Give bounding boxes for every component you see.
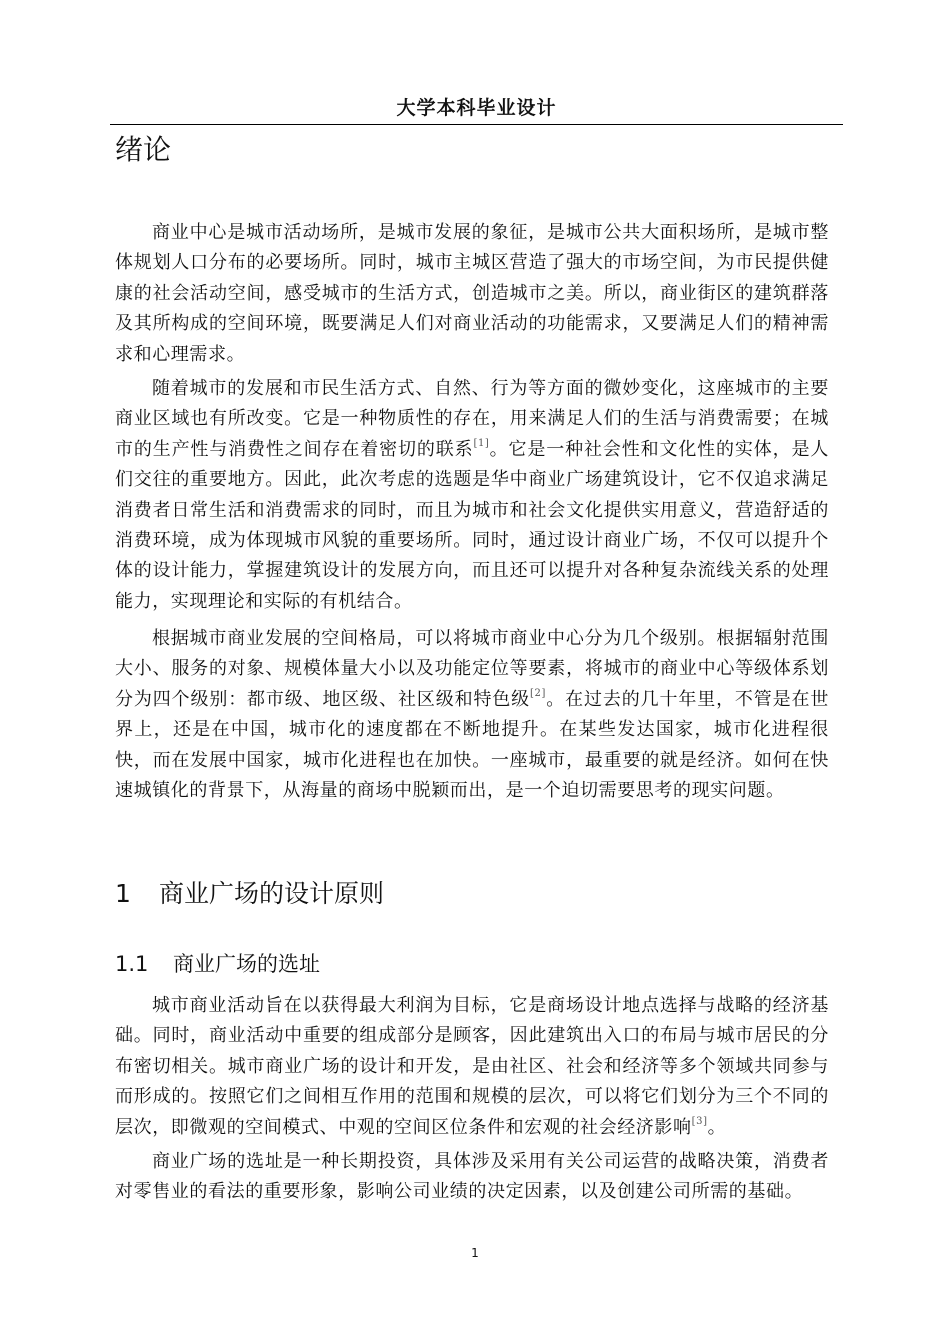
page-header [110, 96, 843, 125]
section-paragraph-2: 商业广场的选址是一种长期投资，具体涉及采用有关公司运营的战略决策，消费者对零售业的看法的重要形象，影响公司业绩的决定因素，以及创建公司所需的基础。 [115, 1151, 829, 1203]
header-title: 大学本科毕业设计 [396, 97, 557, 119]
subsection-number: 1.1 [115, 952, 149, 976]
citation-ref[interactable]: [2] [530, 687, 547, 699]
citation-ref[interactable]: [3] [691, 1115, 708, 1127]
intro-paragraph-3: 根据城市商业发展的空间格局，可以将城市商业中心分为几个级别。根据辐射范围大小、服务的对象、规模体量大小以及功能定位等要素，将城市的商业中心等级体系划分为四个级别：都市级、地区级、社区级和特色级[2]。在过去的几十年里，不管是在世界上，还是在中国，城市化的速度都在不断地提升。在某些发达国家，城市化进程很快，而在发展中国家，城市化进程也在加快。一座城市，最重要的就是经济。如何在快速城镇化的背景下，从海量的商场中脱颖而出，是一个迫切需要思考的现实问题。 [115, 628, 829, 802]
section-number: 1 [115, 879, 131, 908]
intro-paragraph-1: 商业中心是城市活动场所，是城市发展的象征，是城市公共大面积场所，是城市整体规划人口分布的必要场所。同时，城市主城区营造了强大的市场空间，为市民提供健康的社会活动空间，感受城市的生活方式，创造城市之美。所以，商业街区的建筑群落及其所构成的空间环境，既要满足人们对商业活动的功能需求，又要满足人们的精神需求和心理需求。 [115, 222, 829, 365]
intro-paragraph-2: 随着城市的发展和市民生活方式、自然、行为等方面的微妙变化，这座城市的主要商业区域也有所改变。它是一种物质性的存在，用来满足人们的生活与消费需要；在城市的生产性与消费性之间存在着密切的联系[1]。它是一种社会性和文化性的实体，是人们交往的重要地方。因此，此次考虑的选题是华中商业广场建筑设计，它不仅追求满足消费者日常生活和消费需求的同时，而且为城市和社会文化提供实用意义，营造舒适的消费环境，成为体现城市风貌的重要场所。同时，通过设计商业广场，不仅可以提升个体的设计能力，掌握建筑设计的发展方向，而且还可以提升对各种复杂流线关系的处理能力，实现理论和实际的有机结合。 [115, 378, 829, 612]
chapter-title: 绪论 [115, 133, 172, 166]
section-paragraph-1: 城市商业活动旨在以获得最大利润为目标，它是商场设计地点选择与战略的经济基础。同时，商业活动中重要的组成部分是顾客，因此建筑出入口的布局与城市居民的分布密切相关。城市商业广场的设计和开发，是由社区、社会和经济等多个领域共同参与而形成的。按照它们之间相互作用的范围和规模的层次，可以将它们划分为三个不同的层次，即微观的空间模式、中观的空间区位条件和宏观的社会经济影响[3]。 [115, 995, 829, 1138]
subsection-heading [115, 948, 320, 980]
citation-ref[interactable]: [1] [473, 437, 490, 449]
section-heading [115, 874, 384, 914]
subsection-title: 商业广场的选址 [173, 952, 320, 976]
section-title: 商业广场的设计原则 [159, 879, 385, 908]
page-number: 1 [471, 1246, 479, 1260]
